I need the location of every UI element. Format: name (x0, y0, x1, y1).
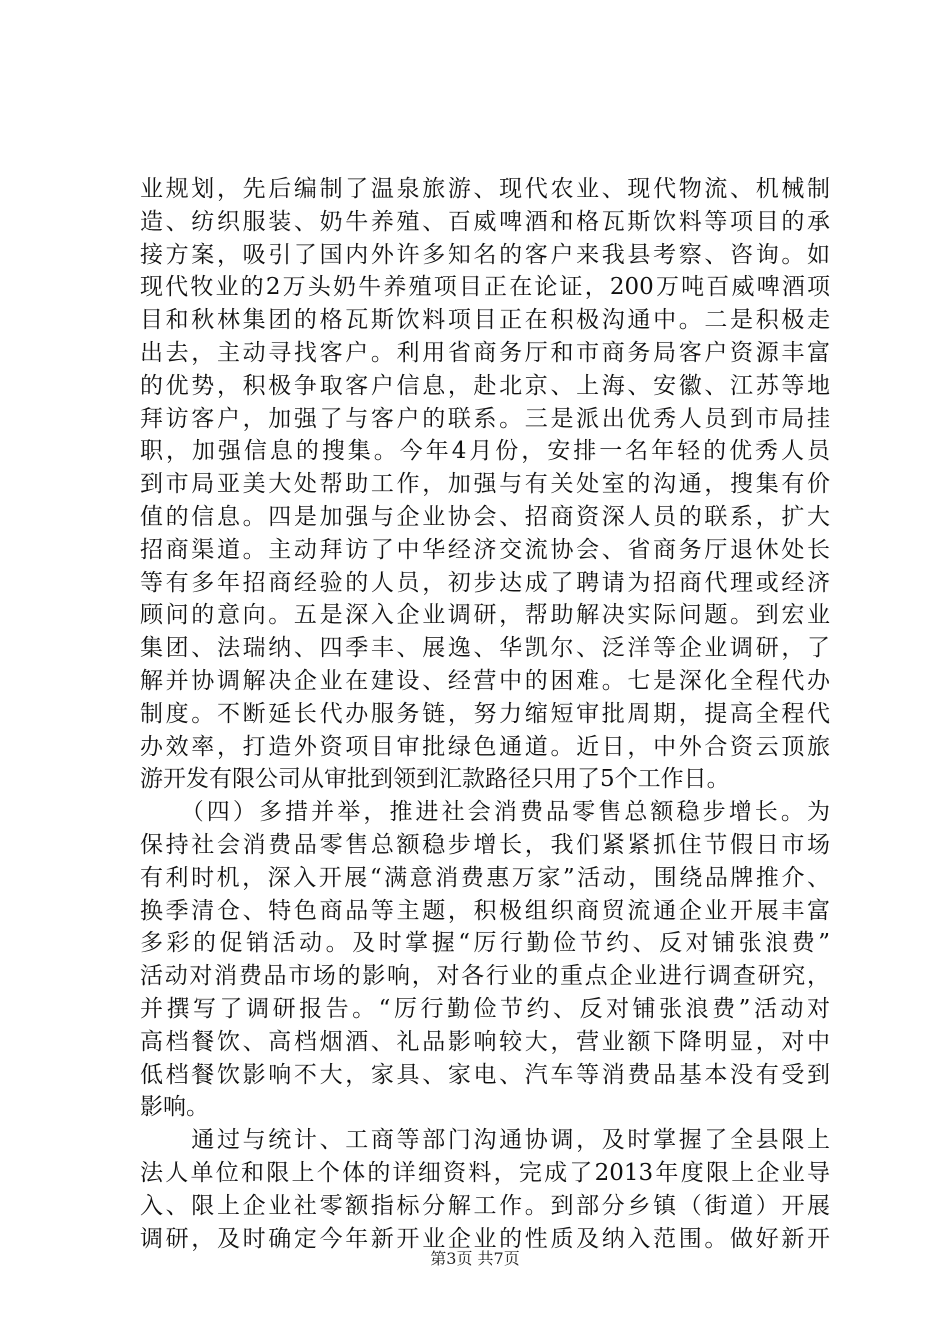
text-line: 造、纺织服装、奶牛养殖、百威啤酒和格瓦斯饮料等项目的承 (140, 208, 830, 235)
text-line: 有利时机，深入开展“满意消费惠万家”活动，围绕品牌推介、 (140, 864, 830, 891)
text-line: 拜访客户，加强了与客户的联系。三是派出优秀人员到市局挂 (140, 405, 830, 432)
text-line: 调研，及时确定今年新开业企业的性质及纳入范围。做好新开 (140, 1225, 830, 1252)
text-line: 低档餐饮影响不大，家具、家电、汽车等消费品基本没有受到 (140, 1061, 830, 1088)
body-text (140, 173, 830, 1255)
text-line: 影响。 (140, 1094, 209, 1121)
text-line: 出去，主动寻找客户。利用省商务厅和市商务局客户资源丰富 (140, 339, 830, 366)
text-line: 的优势，积极争取客户信息，赴北京、上海、安徽、江苏等地 (140, 372, 830, 399)
text-line: 制度。不断延长代办服务链，努力缩短审批周期，提高全程代 (140, 700, 830, 727)
text-line: 顾问的意向。五是深入企业调研，帮助解决实际问题。到宏业 (140, 602, 830, 629)
text-line: 集团、法瑞纳、四季丰、展逸、华凯尔、泛洋等企业调研，了 (140, 635, 830, 662)
text-line: 目和秋林集团的格瓦斯饮料项目正在积极沟通中。二是积极走 (140, 307, 830, 334)
text-line: 入、限上企业社零额指标分解工作。到部分乡镇（街道）开展 (140, 1192, 830, 1219)
text-line: 现代牧业的2万头奶牛养殖项目正在论证，200万吨百威啤酒项 (140, 274, 830, 301)
text-line: 换季清仓、特色商品等主题，积极组织商贸流通企业开展丰富 (140, 897, 830, 924)
text-line: 到市局亚美大处帮助工作，加强与有关处室的沟通，搜集有价 (140, 471, 830, 498)
text-line: 业规划，先后编制了温泉旅游、现代农业、现代物流、机械制 (140, 176, 830, 202)
text-line: 高档餐饮、高档烟酒、礼品影响较大，营业额下降明显，对中 (140, 1028, 830, 1055)
text-line: 解并协调解决企业在建设、经营中的困难。七是深化全程代办 (140, 667, 830, 694)
text-line: 并撰写了调研报告。“厉行勤俭节约、反对铺张浪费”活动对 (140, 995, 830, 1022)
text-line: 保持社会消费品零售总额稳步增长，我们紧紧抓住节假日市场 (140, 831, 830, 858)
text-line: 通过与统计、工商等部门沟通协调，及时掌握了全县限上 (140, 1127, 830, 1154)
text-line: 办效率，打造外资项目审批绿色通道。近日，中外合资云顶旅 (140, 733, 830, 760)
text-line: 招商渠道。主动拜访了中华经济交流协会、省商务厅退休处长 (140, 536, 830, 563)
text-line: 等有多年招商经验的人员，初步达成了聘请为招商代理或经济 (140, 569, 830, 596)
text-line: 法人单位和限上个体的详细资料，完成了2013年度限上企业导 (140, 1159, 830, 1186)
text-line: 活动对消费品市场的影响，对各行业的重点企业进行调查研究， (140, 963, 830, 990)
text-line: 接方案，吸引了国内外许多知名的客户来我县考察、咨询。如 (140, 241, 830, 268)
text-line: 值的信息。四是加强与企业协会、招商资深人员的联系，扩大 (140, 503, 830, 530)
text-line: 游开发有限公司从审批到领到汇款路径只用了5个工作日。 (140, 766, 730, 793)
text-line: 多彩的促销活动。及时掌握“厉行勤俭节约、反对铺张浪费” (140, 930, 830, 957)
page-number-footer: 第3页 共7页 (430, 1249, 520, 1268)
text-line: 职，加强信息的搜集。今年4月份，安排一名年轻的优秀人员 (140, 438, 830, 465)
text-line: （四）多措并举，推进社会消费品零售总额稳步增长。为 (140, 799, 830, 826)
